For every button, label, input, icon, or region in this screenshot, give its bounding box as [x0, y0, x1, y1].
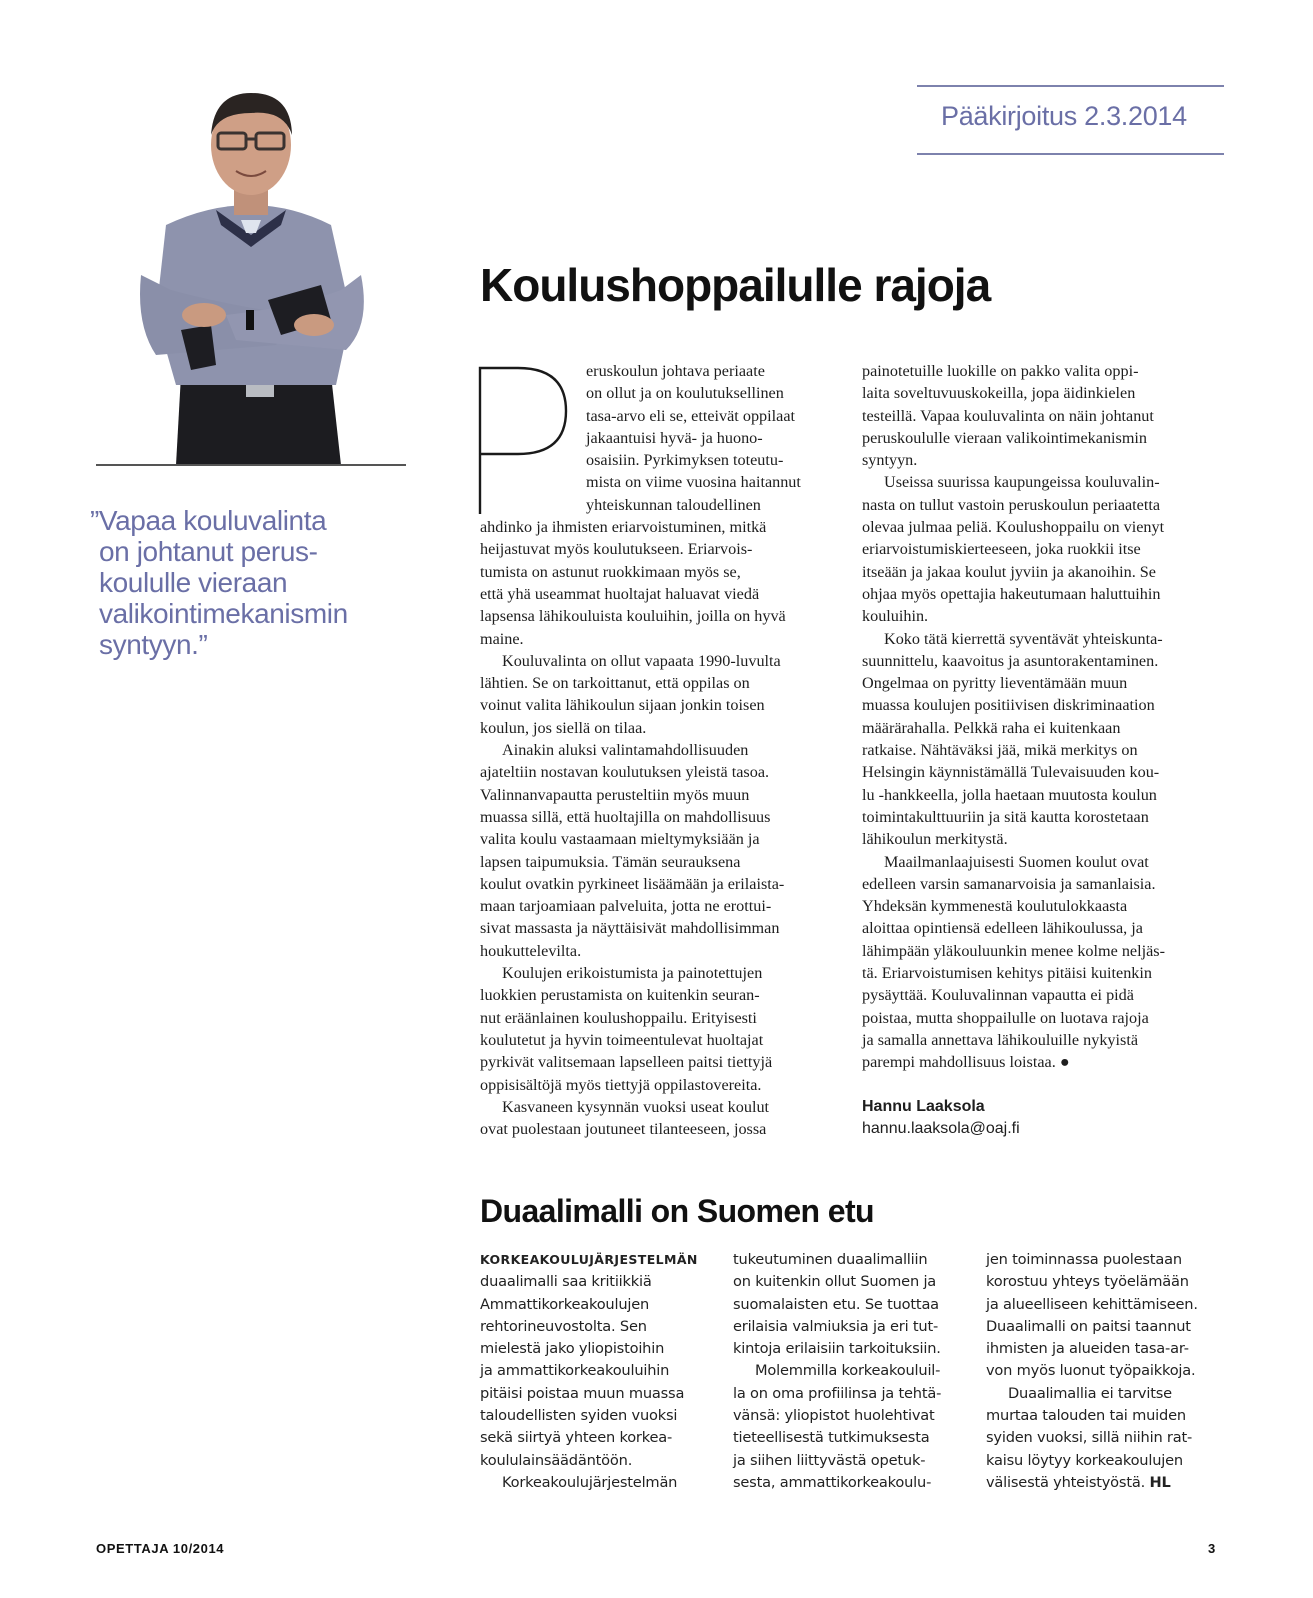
body-line: Molemmilla korkeakouluil- [755, 1362, 941, 1380]
body-line: ja siihen liittyvästä opetuk- [733, 1451, 926, 1469]
pull-quote-line: valikointimekanismin [99, 598, 348, 629]
body-line: taloudellisten syiden vuoksi [480, 1407, 678, 1425]
pull-quote-line: ”Vapaa kouluvalinta [90, 505, 327, 536]
body-line: jakaantuisi hyvä- ja huono- [586, 428, 763, 447]
body-line: tumista on astunut ruokkimaan myös se, [480, 562, 741, 581]
body-line: Duaalimalli on paitsi taannut [986, 1317, 1191, 1335]
body-line: Kouluvalinta on ollut vapaata 1990-luvulta [502, 651, 781, 670]
body-line: kintoja erilaisiin tarkoituksiin. [733, 1340, 941, 1358]
body-line: painotetuille luokille on pakko valita oppi- [862, 362, 1139, 380]
body-line: koulutetut ja hyvin toimeentulevat huoltajat [480, 1030, 764, 1049]
pull-quote-line: syntyyn.” [99, 629, 208, 660]
body-line: parempi mahdollisuus loistaa. ● [862, 1053, 1070, 1072]
body-line: sekä siirtyä yhteen korkea- [480, 1429, 673, 1447]
body-line-text: välisestä yhteistyöstä. [986, 1473, 1146, 1491]
body-line: lu -hankkeella, jolla haetaan muutosta koulun [862, 785, 1157, 804]
article-column-1 [480, 360, 840, 1140]
body-line: muassa koulujen positiivisen diskriminaation [862, 696, 1155, 715]
body-line: mielestä jako yliopistoihin [480, 1340, 665, 1358]
body-line: syiden vuoksi, sillä niihin rat- [986, 1429, 1193, 1447]
body-line [986, 1472, 1216, 1494]
body-line: erilaisia valmiuksia ja eri tut- [733, 1317, 939, 1335]
body-line: lapsen taipumuksia. Tämän seurauksena [480, 852, 741, 871]
body-line: pyrkivät valitsemaan lapselleen paitsi tiettyjä [480, 1053, 773, 1072]
body-line: Koko tätä kierrettä syventävät yhteiskunta- [884, 629, 1163, 648]
body-line: ja samalla annettava lähikouluille nykyistä [862, 1030, 1139, 1049]
body-line: peruskoululle vieraan valikointimekanismin [862, 428, 1148, 447]
body-line: oppisisältöjä myös tiettyjä oppilastovereita. [480, 1075, 762, 1094]
body-line: maine. [480, 629, 524, 648]
body-line: nut eräänlainen koulushoppailu. Erityisesti [480, 1008, 757, 1027]
author-name: Hannu Laaksola [862, 1097, 985, 1115]
dropcap-p-letter [478, 366, 570, 514]
body-line: korostuu yhteys työelämään [986, 1273, 1189, 1291]
body-line: pysäyttää. Kouluvalinnan vapautta ei pidä [862, 986, 1134, 1005]
body-line: ja alueelliseen kehittämiseen. [986, 1295, 1198, 1313]
body-line: pitäisi poistaa muun muassa [480, 1384, 685, 1402]
body-line: poistaa, mutta shoppailulle on luotava rajoja [862, 1008, 1149, 1027]
body-line: Ammattikorkeakoulujen [480, 1295, 650, 1313]
body-line: on kuitenkin ollut Suomen ja [733, 1273, 937, 1291]
sub-article-column-3 [986, 1249, 1216, 1494]
body-line: ohjaa myös opettajia hakeutumaan haluttuihin [862, 584, 1161, 603]
body-line: Helsingin käynnistämällä Tulevaisuuden kou- [862, 763, 1160, 782]
body-line: tukeutuminen duaalimalliin [733, 1251, 928, 1268]
body-line: lähtien. Se on tarkoittanut, että oppilas on [480, 674, 750, 693]
body-line: mista on viime vuosina haitannut [586, 473, 801, 492]
body-line: olevaa julmaa peliä. Koulushoppailu on vienyt [862, 518, 1165, 537]
body-line: sesta, ammattikorkeakoulu- [733, 1473, 932, 1491]
body-line: Kasvaneen kysynnän vuoksi useat koulut [502, 1097, 770, 1116]
body-line: lähikoulun merkitystä. [862, 830, 1008, 849]
page-number: 3 [1208, 1541, 1216, 1556]
body-line: itseään ja jakaa koulut jyviin ja akanoihin. Se [862, 562, 1156, 581]
body-line: vänsä: yliopistot huolehtivat [733, 1407, 935, 1425]
body-line: la on oma profiilinsa ja tehtä- [733, 1384, 942, 1402]
body-line: ajateltiin nostavan koulutuksen yleistä tasoa. [480, 763, 770, 782]
body-line: rehtorineuvostolta. Sen [480, 1317, 647, 1335]
body-line: koululainsäädäntöön. [480, 1451, 633, 1469]
body-line: Korkeakoulujärjestelmän [502, 1473, 678, 1491]
body-line: ovat puolestaan joutuneet tilanteeseen, jossa [480, 1120, 767, 1139]
body-line: tasa-arvo eli se, etteivät oppilaat [586, 406, 795, 425]
body-line: aloittaa opintiensä edelleen lähikoulussa, ja [862, 919, 1143, 938]
body-line: Maailmanlaajuisesti Suomen koulut ovat [884, 852, 1149, 871]
body-line: syntyyn. [862, 451, 918, 470]
body-line: murtaa talouden tai muiden [986, 1407, 1186, 1425]
body-line: Koulujen erikoistumista ja painotettujen [502, 964, 763, 983]
body-line: määrärahalla. Pelkkä raha ei kuitenkaan [862, 718, 1121, 737]
publication-issue: OPETTAJA 10/2014 [96, 1541, 225, 1556]
body-line: houkuttelevilta. [480, 941, 582, 960]
body-line: Valinnanvapautta perusteltiin myös muun [480, 785, 750, 804]
body-line: Ongelmaa on pyritty lieventämään muun [862, 674, 1128, 693]
body-line: lähimpään yläkouluunkin menee kolme neljäs- [862, 941, 1165, 960]
section-date-block [917, 85, 1224, 155]
body-line: luokkien perustamista on kuitenkin seuran- [480, 986, 760, 1005]
body-line: muassa sillä, että huoltajilla on mahdollisuus [480, 807, 771, 826]
sub-article-headline: Duaalimalli on Suomen etu [480, 1193, 874, 1229]
body-line: että yhä useammat huoltajat haluavat viedä [480, 584, 760, 603]
body-line: Yhdeksän kymmenestä koulutulokkaasta [862, 897, 1128, 916]
pull-quote-line: on johtanut perus- [99, 536, 318, 567]
body-line: tä. Eriarvoistumisen kehitys pitäisi kuitenkin [862, 964, 1152, 983]
section-date: Pääkirjoitus 2.3.2014 [941, 101, 1187, 131]
body-line: heijastuvat myös koulutukseen. Eriarvois- [480, 540, 753, 559]
body-line: edelleen varsin samanarvoisia ja samanlaisia. [862, 874, 1156, 893]
body-line: osaisiin. Pyrkimyksen toteutu- [586, 451, 784, 470]
body-line: ratkaise. Nähtäväksi jää, mikä merkitys on [862, 741, 1138, 760]
body-line: koulun, jos siellä on tilaa. [480, 718, 647, 737]
body-line: sivat massasta ja näyttäisivät mahdollisimman [480, 919, 780, 938]
body-line: ja ammattikorkeakouluihin [480, 1362, 670, 1380]
author-email[interactable]: hannu.laaksola@oaj.fi [862, 1119, 1020, 1137]
body-line: toimintakulttuuriin ja sitä kautta korostetaan [862, 807, 1149, 826]
body-line: eriarvoistumiskierteeseen, joka ruokkii itse [862, 540, 1141, 559]
body-line: kaisu löytyy korkeakoulujen [986, 1451, 1183, 1469]
photo-divider [96, 464, 406, 466]
body-line: lapsensa lähikouluista kouluihin, joilla on hyvä [480, 607, 786, 626]
body-line: Ainakin aluksi valintamahdollisuuden [502, 741, 749, 760]
body-line: Duaalimallia ei tarvitse [1008, 1384, 1172, 1402]
pull-quote-line: koululle vieraan [99, 567, 288, 598]
article-headline: Koulushoppailulle rajoja [480, 259, 991, 311]
body-line: eruskoulun johtava periaate [586, 362, 765, 380]
signoff-initials: HL [1149, 1473, 1171, 1491]
sub-article-column-2 [733, 1249, 963, 1494]
body-line: voinut valita lähikoulun sijaan jonkin toisen [480, 696, 765, 715]
body-line: nasta on tullut vastoin peruskoulun periaatetta [862, 495, 1161, 514]
body-line: suomalaisten etu. Se tuottaa [733, 1295, 939, 1313]
body-line: ahdinko ja ihmisten eriarvoistuminen, mitkä [480, 518, 767, 537]
pull-quote [90, 505, 410, 660]
body-line: on ollut ja on koulutuksellinen [586, 384, 784, 403]
body-line: testeillä. Vapaa kouluvalinta on näin johtanut [862, 406, 1154, 425]
body-line: ihmisten ja alueiden tasa-ar- [986, 1340, 1189, 1358]
body-line: tieteellisestä tutkimuksesta [733, 1429, 930, 1447]
body-line: valita koulu vastaamaan mieltymyksiään ja [480, 830, 760, 849]
body-line: duaalimalli saa kritiikkiä [480, 1273, 652, 1291]
body-line: suunnittelu, kaavoitus ja asuntorakentaminen. [862, 651, 1159, 670]
author-photo [96, 75, 406, 465]
body-line: jen toiminnassa puolestaan [986, 1251, 1182, 1268]
body-line: Useissa suurissa kaupungeissa kouluvalin- [884, 473, 1160, 492]
body-line: koulut ovatkin pyrkineet lisäämään ja erilaista- [480, 874, 785, 893]
body-line: kouluihin. [862, 607, 929, 626]
article-column-2 [862, 360, 1222, 1140]
body-line: laita soveltuvuuskokeilla, jopa äidinkielen [862, 384, 1136, 403]
sub-article-kicker: KORKEAKOULUJÄRJESTELMÄN [480, 1252, 698, 1267]
body-line: yhteiskunnan taloudellinen [586, 495, 761, 514]
body-line: maan tarjoamiaan palveluita, jotta ne erottui- [480, 897, 772, 916]
sub-article-column-1 [480, 1249, 710, 1494]
body-line: von myös luonut työpaikkoja. [986, 1362, 1196, 1380]
